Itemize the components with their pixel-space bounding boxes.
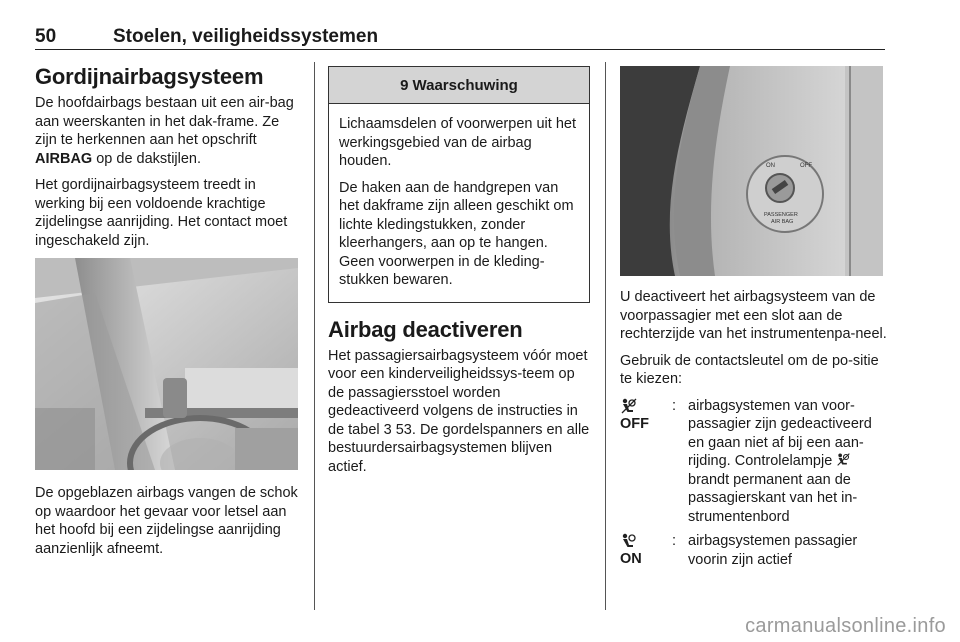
switch-label-on: ON	[620, 551, 642, 567]
warning-title: Waarschuwing	[412, 76, 518, 94]
key-switch-image	[620, 66, 883, 276]
list-item: OFF : airbagsystemen van voor-passagier zijn gedeactiveerd en gaan niet af bij een aan-rijding. Controlelampje brandt permanent aan de passagierskant van het in-strumentenbord	[620, 397, 888, 527]
column-divider-right	[605, 62, 606, 610]
paragraph-key-switch-1: U deactiveert het airbagsysteem van de voorpassagier met een slot aan de rechterzijde van het instrumentenpa-neel.	[620, 289, 887, 342]
switch-description-off: airbagsystemen van voor-passagier zijn gedeactiveerd en gaan niet af bij een aan-rijding. Controlelampje brandt permanent aan de passagierskant van het in-strumentenbord	[688, 397, 872, 525]
warning-body	[329, 104, 589, 302]
switch-position-list	[620, 397, 888, 570]
header-rule	[35, 49, 885, 50]
illustration-airbag-key-switch	[620, 66, 883, 276]
paragraph-key-switch-2: Gebruik de contactsleutel om de po-sitie te kiezen:	[620, 352, 879, 387]
airbag-off-indicator-icon	[836, 453, 851, 469]
page-title: Stoelen, veiligheidssystemen	[113, 26, 379, 47]
switch-label-off: OFF	[620, 415, 649, 432]
column-2	[328, 66, 592, 484]
warning-paragraph-1: Lichaamsdelen of voorwerpen uit het werkingsgebied van de airbag houden.	[339, 116, 576, 169]
roof-pillar-image	[35, 258, 298, 470]
key-switch-label-on: ON	[766, 163, 775, 169]
page-number: 50	[35, 26, 57, 47]
warning-icon: 9	[400, 76, 409, 94]
key-switch-label-off: OFF	[800, 163, 812, 169]
column-1	[35, 64, 303, 566]
paragraph-curtain-1: De hoofdairbags bestaan uit een air-bag aan weerskanten in het dak-frame. Ze zijn te herkennen aan het opschrift AIRBAG op de dakstijlen.	[35, 95, 294, 167]
page-reference-number: 53	[391, 421, 412, 438]
paragraph-curtain-2: Het gordijnairbagsysteem treedt in werking bij een voldoende krachtige zijdelingse aanrijding. Het contact moet ingeschakeld zijn.	[35, 177, 288, 249]
paragraph-curtain-3: De opgeblazen airbags vangen de schok op waardoor het gevaar voor letsel aan het hoofd bij een zijdelingse aanrijding aanzienlijk afneemt.	[35, 485, 298, 557]
section-heading-curtain-airbag: Gordijnairbagsysteem	[35, 64, 264, 89]
column-3	[620, 66, 888, 575]
page-header	[35, 22, 885, 50]
column-divider-left	[314, 62, 315, 610]
key-switch-label-passenger: PASSENGER	[764, 212, 798, 218]
warning-box	[328, 66, 590, 303]
airbag-label: AIRBAG	[35, 150, 93, 167]
section-heading-airbag-deactivation: Airbag deactiveren	[328, 316, 523, 342]
warning-paragraph-2: De haken aan de handgrepen van het dakframe zijn alleen geschikt om lichte kledingstukken, zonder kleerhangers, aan op te hangen. Geen voorwerpen in de kleding-stukken bewaren.	[339, 179, 574, 288]
paragraph-deactivation: Het passagiersairbagsysteem vóór moet voor een kinderveiligheidssys-teem op de passagiersstoel worden gedeactiveerd volgens de instructies in de tabel 3 53. De gordelspanners en alle bestuurdersairbagsystemen blijven actief.	[328, 347, 590, 475]
list-item: ON : airbagsystemen passagier voorin zijn actief	[620, 532, 888, 569]
airbag-off-icon	[620, 397, 672, 415]
key-switch-label-airbag: AIR BAG	[771, 219, 794, 225]
page-reference-icon: 3	[383, 421, 392, 438]
warning-header	[329, 67, 589, 104]
watermark: carmanualsonline.info	[745, 615, 946, 637]
switch-description-on: airbagsystemen passagier voorin zijn actief	[688, 533, 858, 568]
airbag-on-icon	[620, 532, 672, 550]
illustration-roof-pillar-airbag	[35, 258, 298, 470]
